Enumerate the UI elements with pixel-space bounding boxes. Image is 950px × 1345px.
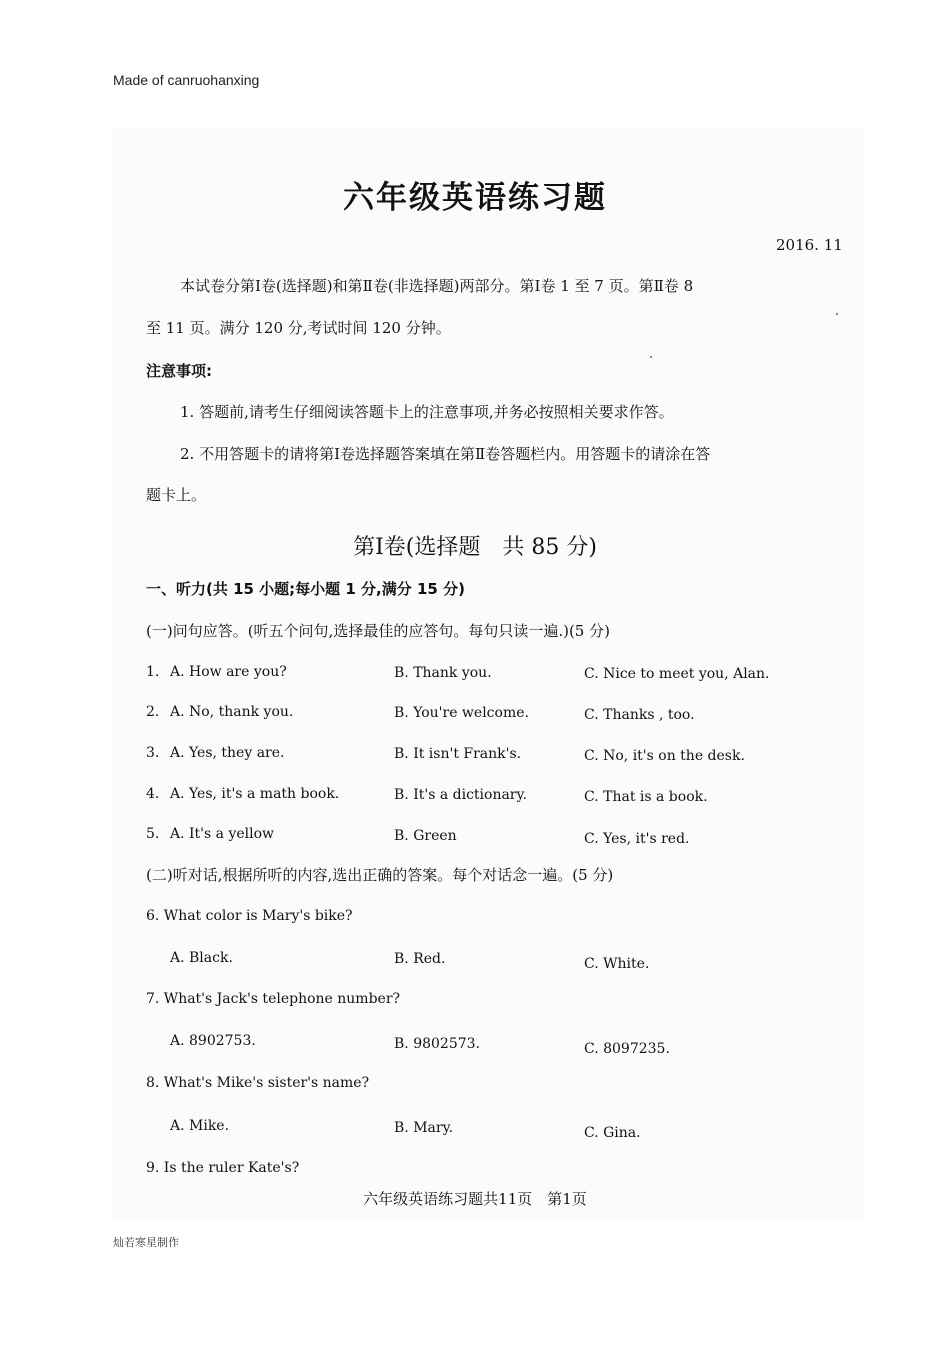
notes-heading: 注意事项: <box>146 362 212 380</box>
option-a: A. It's a yellow <box>170 826 275 842</box>
scan-speck <box>836 313 838 315</box>
option-b: B. You're welcome. <box>394 705 529 721</box>
section-title: 第Ⅰ卷(选择题 共 85 分) <box>353 535 597 560</box>
option-c: C. Yes, it's red. <box>584 831 690 847</box>
option-a: A. Black. <box>170 950 233 966</box>
option-c: C. No, it's on the desk. <box>584 748 745 764</box>
exam-date: 2016. 11 <box>776 236 843 254</box>
option-b: B. Green <box>394 828 457 844</box>
option-b: B. It isn't Frank's. <box>394 746 522 762</box>
option-b: B. It's a dictionary. <box>394 787 527 803</box>
option-c: C. Gina. <box>584 1125 641 1141</box>
watermark-top: Made of canruohanxing <box>113 72 260 88</box>
option-c: C. Thanks , too. <box>584 707 695 723</box>
part-heading: 一、听力(共 15 小题;每小题 1 分,满分 15 分) <box>146 580 465 598</box>
option-a: A. Yes, it's a math book. <box>170 786 340 802</box>
option-b: B. Mary. <box>394 1120 454 1136</box>
question-text: 7. What's Jack's telephone number? <box>146 991 401 1007</box>
watermark-bottom: 灿若寒星制作 <box>113 1236 179 1249</box>
option-c: C. Nice to meet you, Alan. <box>584 666 770 682</box>
notes-item-2-line-2: 题卡上。 <box>146 486 207 504</box>
option-a: A. 8902753. <box>170 1033 256 1049</box>
question-text: 6. What color is Mary's bike? <box>146 908 353 924</box>
option-a: A. Mike. <box>170 1118 230 1134</box>
question-number: 2. <box>146 704 160 720</box>
option-b: B. 9802573. <box>394 1036 480 1052</box>
notes-item-2-line-1: 2. 不用答题卡的请将第Ⅰ卷选择题答案填在第Ⅱ卷答题栏内。用答题卡的请涂在答 <box>180 445 711 463</box>
option-b: B. Thank you. <box>394 665 492 681</box>
question-number: 4. <box>146 786 160 802</box>
sub1-heading: (一)问句应答。(听五个问句,选择最佳的应答句。每句只读一遍.)(5 分) <box>146 622 610 640</box>
option-a: A. No, thank you. <box>170 704 294 720</box>
intro-line-2: 至 11 页。满分 120 分,考试时间 120 分钟。 <box>146 319 451 337</box>
option-c: C. That is a book. <box>584 789 708 805</box>
sub2-heading: (二)听对话,根据所听的内容,选出正确的答案。每个对话念一遍。(5 分) <box>146 866 614 884</box>
notes-item-1: 1. 答题前,请考生仔细阅读答题卡上的注意事项,并务必按照相关要求作答。 <box>180 403 674 421</box>
page-title: 六年级英语练习题 <box>343 180 607 216</box>
intro-line-1: 本试卷分第Ⅰ卷(选择题)和第Ⅱ卷(非选择题)两部分。第Ⅰ卷 1 至 7 页。第Ⅱ卷 8 <box>180 277 694 295</box>
option-c: C. White. <box>584 956 650 972</box>
question-text: 9. Is the ruler Kate's? <box>146 1160 300 1176</box>
scan-speck <box>650 356 652 358</box>
option-a: A. How are you? <box>170 664 287 680</box>
option-c: C. 8097235. <box>584 1041 670 1057</box>
page-footer: 六年级英语练习题共11页 第1页 <box>363 1190 587 1208</box>
option-b: B. Red. <box>394 951 446 967</box>
question-number: 3. <box>146 745 160 761</box>
question-text: 8. What's Mike's sister's name? <box>146 1075 370 1091</box>
question-number: 1. <box>146 664 160 680</box>
question-number: 5. <box>146 826 160 842</box>
option-a: A. Yes, they are. <box>170 745 285 761</box>
